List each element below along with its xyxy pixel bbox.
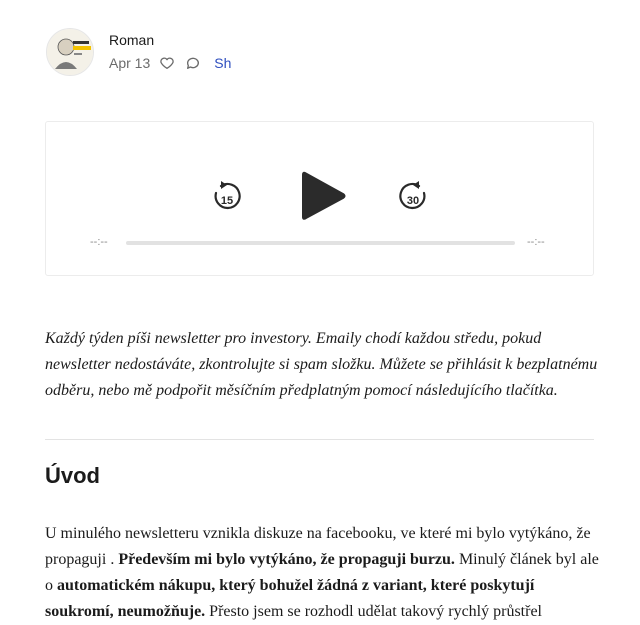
body-paragraph xyxy=(45,521,600,625)
rewind-15-button[interactable] xyxy=(212,179,242,213)
forward-30-icon xyxy=(398,179,428,213)
body-bold-text: Především mi bylo vytýkáno, že propaguji burzu. xyxy=(118,551,455,568)
progress-bar[interactable] xyxy=(126,241,515,245)
post-meta xyxy=(109,54,231,72)
play-button[interactable] xyxy=(301,170,347,222)
play-icon xyxy=(301,170,347,222)
forward-30-button[interactable] xyxy=(398,179,428,213)
intro-paragraph: Každý týden píši newsletter pro investory. Emaily chodí každou středu, pokud newsletter nedostáváte, zkontrolujte si spam složku. Můžete se přihlásit k bezplatnému odběru, nebo mě podpořit měsíčním předplatným pomocí následujícího tlačítka. xyxy=(45,330,598,399)
body-text: Přesto jsem se rozhodl udělat takový rychlý průstřel xyxy=(205,603,542,620)
section-heading: Úvod xyxy=(45,463,100,488)
body-text: Minulý článek byl ale o xyxy=(45,551,599,594)
divider xyxy=(45,439,594,440)
forward-30-label: 30 xyxy=(406,195,420,207)
remaining-time: --:-- xyxy=(527,236,545,248)
body-bold-text: automatickém nákupu, který bohužel žádná z variant, které poskytují soukromí, neumožňuje. xyxy=(45,577,535,620)
audio-player xyxy=(45,121,594,276)
elapsed-time: --:-- xyxy=(90,236,108,248)
rewind-15-label: 15 xyxy=(220,195,234,207)
heart-icon[interactable] xyxy=(158,54,176,72)
rewind-15-icon xyxy=(212,179,242,213)
body-text: U minulého newsletteru vznikla diskuze na facebooku, ve které mi bylo vytýkáno, že propaguji . xyxy=(45,525,591,568)
post-header xyxy=(46,28,606,78)
author-name[interactable]: Roman xyxy=(109,32,155,48)
avatar[interactable] xyxy=(46,28,94,76)
comment-icon[interactable] xyxy=(184,54,202,72)
share-link[interactable]: Sh xyxy=(214,55,232,71)
post-date: Apr 13 xyxy=(109,55,151,71)
